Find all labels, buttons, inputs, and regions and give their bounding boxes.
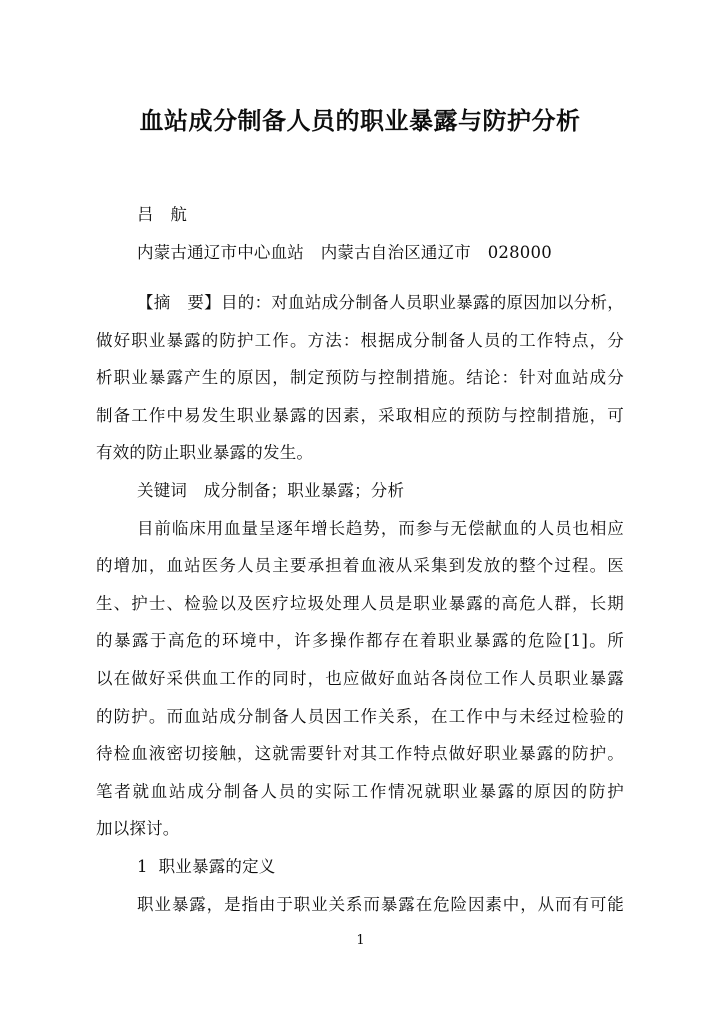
abstract-line: 有效的防止职业暴露的发生。	[96, 443, 314, 463]
abstract-line: 做好职业暴露的防护工作。方法：根据成分制备人员的工作特点，分	[96, 330, 624, 350]
author-name: 吕 航	[137, 205, 188, 224]
body-line: 以在做好采供血工作的同时，也应做好血站各岗位工作人员职业暴露	[96, 668, 624, 688]
body-line: 加以探讨。	[96, 819, 180, 839]
body-line: 职业暴露，是指由于职业关系而暴露在危险因素中，从而有可能	[137, 894, 624, 914]
body-line: 的防护。而血站成分制备人员因工作关系，在工作中与未经过检验的	[96, 706, 624, 726]
document-body	[96, 284, 624, 923]
abstract-block	[96, 284, 624, 472]
body-line: 笔者就血站成分制备人员的实际工作情况就职业暴露的原因的防护	[96, 781, 624, 801]
body-line: 生、护士、检验以及医疗垃圾处理人员是职业暴露的高危人群，长期	[96, 593, 624, 613]
abstract-line: 制备工作中易发生职业暴露的因素，采取相应的预防与控制措施，可	[96, 405, 624, 425]
abstract-line: 析职业暴露产生的原因，制定预防与控制措施。结论：针对血站成分	[96, 368, 624, 388]
intro-paragraph	[96, 510, 624, 848]
body-line: 待检血液密切接触，这就需要针对其工作特点做好职业暴露的防护。	[96, 744, 624, 764]
body-line: 的增加，血站医务人员主要承担着血液从采集到发放的整个过程。医	[96, 556, 624, 576]
page-number: 1	[356, 933, 365, 948]
author-meta-block	[96, 196, 624, 271]
keywords-line: 关键词 成分制备；职业暴露；分析	[137, 480, 405, 500]
author-affiliation: 内蒙古通辽市中心血站 内蒙古自治区通辽市 028000	[137, 242, 552, 262]
body-line: 的暴露于高危的环境中，许多操作都存在着职业暴露的危险[1]。所	[96, 631, 624, 651]
page-title: 血站成分制备人员的职业暴露与防护分析	[139, 106, 581, 136]
body-line: 目前临床用血量呈逐年增长趋势，而参与无偿献血的人员也相应	[137, 518, 624, 538]
abstract-line: 【摘 要】目的：对血站成分制备人员职业暴露的原因加以分析，	[137, 293, 624, 312]
section-heading-1: 1 职业暴露的定义	[137, 856, 276, 876]
